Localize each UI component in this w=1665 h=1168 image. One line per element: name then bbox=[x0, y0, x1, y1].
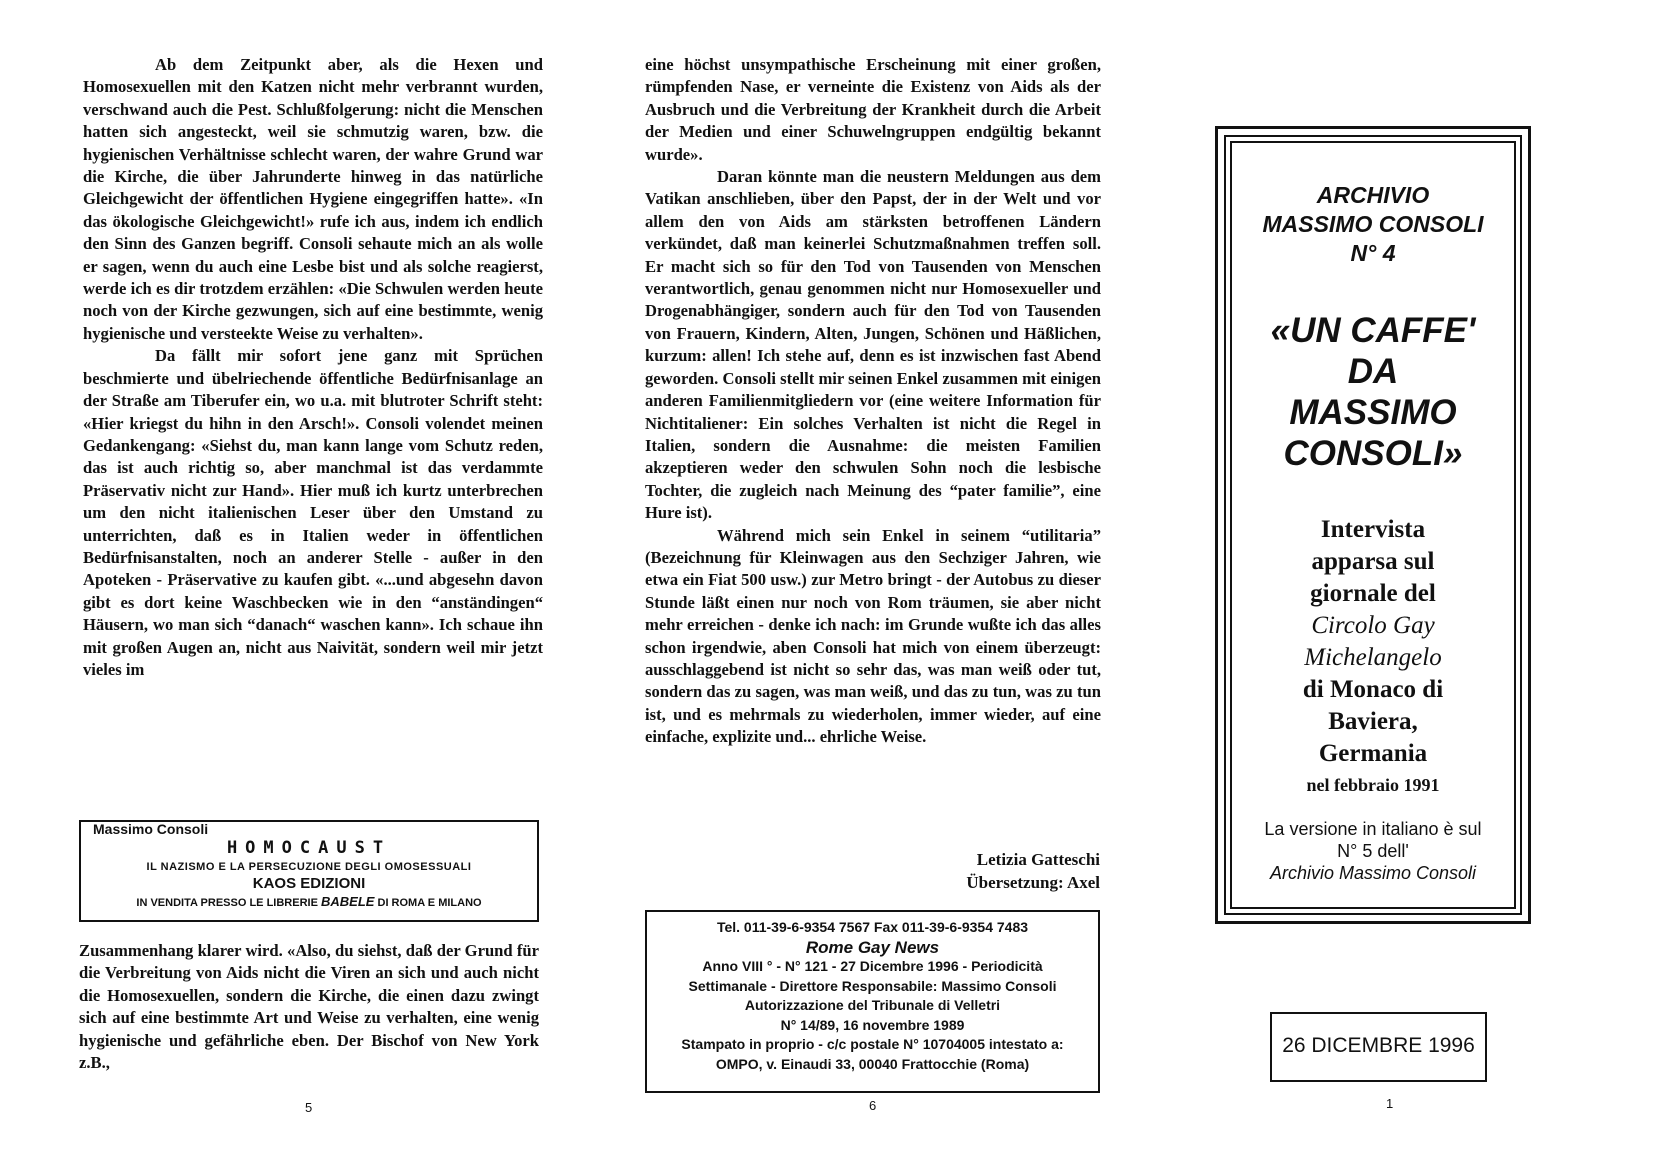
page6-paragraph: Daran könnte man die neustern Meldungen aus dem Vatikan anschlieben, über den Papst, der in der Welt und vor allem den von Aids am stärksten betroffenen Ländern verkündet, daß man keinerlei Schutzmaßnahmen treffen soll. Er macht sich so für den Tod von Tausenden von Menschen verantwortlich, genau genommen nicht nur Homosexueller und Drogenabhängiger, sondern auch für den Tod von Tausenden von Frauern, Kindern, Alten, Jungen, Schönen und Häßlichen, kurzum: allen! Ich stehe auf, denn es ist inzwischen fast Abend geworden. Consoli stellt mir seinen Enkel zusammen mit einigen anderen Familienmitgliedern vor (eine weitere Information für Nichtitaliener: Ein solches Verhalten ist nicht die Regel in Italien, sondern die Ausnahme: die meisten Familien akzeptieren weder den schwulen Sohn noch die lesbische Tochter, die zugleich nach Meinung des “pater familie”, eine Hure ist). bbox=[645, 167, 1101, 523]
ad-subtitle: IL NAZISMO E LA PERSECUZIONE DEGLI OMOSESSUALI bbox=[146, 861, 472, 873]
signature-translation: Übersetzung: Axel bbox=[966, 873, 1100, 892]
masthead-line: Stampato in proprio - c/c postale N° 10704005 intestato a: bbox=[681, 1036, 1064, 1052]
masthead-contact: Tel. 011-39-6-9354 7567 Fax 011-39-6-9354 7483 bbox=[716, 919, 1029, 935]
interview-note: Intervista apparsa sul giornale del Circolo Gay Michelangelo di Monaco di Baviera, Germania bbox=[1302, 516, 1444, 767]
ad-where bbox=[81, 893, 537, 912]
page-number-6: 6 bbox=[869, 1098, 877, 1113]
page5-paragraph: Da fällt mir sofort jene ganz mit Sprüchen beschmierte und übelriechende öffentliche Bedürfnisanlage an der Straße am Tiberufer ein, wo u.a. mit blutroter Schrift steht: «Hier kriegst du hihn in den Arsch!». Consoli volendet meinen Gedankengang: «Siehst du, man kann lange vom Schutz reden, das ist auch richtig so, aber manchmal ist das verdammte Präservativ nicht zur Hand». Hier muß ich kurtz unterbrechen um den nicht italienischen Leser über den Umstand zu unterrichten, daß es in Italien weder in öffentlichen Bedürfnisanstalten, noch an anderer Stelle - außer in den Apoteken - Präservative zu kaufen gibt. «...und abgesehn davon gibt es dort keine Waschbecken wie in den “anständingen“ Häusern, wo man sich “danach“ waschen kann». Ich schaue ihn mit großen Augen an, nicht aus Naivität, sondern weil mir jetzt vieles im bbox=[83, 346, 543, 679]
masthead-line: N° 14/89, 16 novembre 1989 bbox=[780, 1016, 965, 1033]
masthead-line: Settimanale - Direttore Responsabile: Massimo Consoli bbox=[688, 977, 1057, 994]
homocaust-book-ad bbox=[79, 820, 539, 922]
issue-date-box: 26 DICEMBRE 1996 bbox=[1270, 1012, 1487, 1082]
signature-author: Letizia Gatteschi bbox=[976, 850, 1100, 869]
cover-frame bbox=[1215, 126, 1531, 924]
masthead-title: Rome Gay News bbox=[805, 937, 940, 957]
page5-continuation bbox=[79, 940, 539, 1074]
ad-where-suffix: DI ROMA E MILANO bbox=[377, 897, 482, 909]
ad-book-title: HOMOCAUST bbox=[226, 838, 392, 858]
page-number-5: 5 bbox=[305, 1100, 313, 1115]
masthead-line: Autorizzazione del Tribunale di Velletri bbox=[744, 997, 1001, 1013]
page6-paragraph: eine höchst unsympathische Erscheinung mit einer großen, rümpfenden Nase, er verneinte die Existenz von Aids als der Ausbruch und die Verbreitung der Krankheit durch die Arbeit der Medien und einer Schuwelngruppen endgültig bekannt wurde». bbox=[645, 55, 1101, 164]
page-number-1: 1 bbox=[1386, 1096, 1394, 1111]
page6-paragraph: Während mich sein Enkel in seinem “utilitaria” (Bezeichnung für Kleinwagen aus den Sechziger Jahren, wie etwa ein Fiat 500 usw.) zur Metro bringt - der Autobus zu dieser Stunde läßt einen nur noch von Rom träumen, sie aber nicht mehr erreichen - denke ich nach: im Grunde wußte ich das alles schon irgendwie, aben Consoli hat mich von einem überzeugt: ausschlaggebend ist nicht so sehr das, was man weiß oder tut, sondern das zu sagen, was man weiß, und das zu tun, was zu tun ist, und es mehrmals zu wiederholen, immer wieder, auf eine einfache, explizite und... ehrliche Weise. bbox=[645, 525, 1101, 747]
interview-date: nel febbraio 1991 bbox=[1306, 775, 1440, 795]
cover-title: «UN CAFFE' DA MASSIMO CONSOLI» bbox=[1270, 311, 1476, 473]
masthead-line: Anno VIII ° - N° 121 - 27 Dicembre 1996 - Periodicità bbox=[702, 958, 1043, 974]
archive-heading: ARCHIVIO MASSIMO CONSOLI N° 4 bbox=[1262, 182, 1484, 266]
ad-where-prefix: IN VENDITA PRESSO LE LIBRERIE bbox=[136, 897, 318, 909]
page5-continuation-text: Zusammenhang klarer wird. «Also, du siehst, daß der Grund für die Verbreitung von Aids nicht die Viren an sich und auch nicht die Homosexuellen, sondern die Kirche, die einen dazu zwingt sich auf eine bestimmte Art und Weise zu verhalten, eine wenig hygienische und gefährliche eben. Der Bischof von New York z.B., bbox=[79, 941, 539, 1073]
page5-text-column bbox=[83, 54, 543, 681]
ad-author: Massimo Consoli bbox=[93, 821, 209, 837]
page6-text-column bbox=[645, 54, 1101, 749]
masthead-line: OMPO, v. Einaudi 33, 00040 Frattocchie (Roma) bbox=[715, 1055, 1030, 1072]
ad-where-store: BABELE bbox=[320, 894, 375, 909]
cover-content bbox=[1230, 141, 1516, 909]
page5-paragraph: Ab dem Zeitpunkt aber, als die Hexen und Homosexuellen mit den Katzen nicht mehr verbrannt wurden, verschwand auch die Pest. Schlußfolgerung: nicht die Menschen hatten sich angesteckt, weil sie schmutzig waren, bzw. die hygienischen Verhältnisse schlecht waren, der wahre Grund war die Kirche, die über Jahrunderte hinweg in das natürliche Gleichgewicht der öffentlichen Hygiene eingegriffen hatte». «In das ökologische Gleichgewicht!» rufe ich aus, indem ich endlich den Sinn des Ganzen begriff. Consoli sehaute mich an als wolle er sagen, wenn du auch eine Lesbe bist und als solche reagierst, werde ich es dir trotzdem erzählen: «Die Schwulen werden heute noch von der Kirche gezwungen, sich auf eine bestimmte, wenig hygienische und versteekte Weise zu verhalten». bbox=[83, 55, 543, 343]
rome-gay-news-masthead bbox=[645, 910, 1100, 1093]
ad-publisher: KAOS EDIZIONI bbox=[252, 875, 366, 892]
italian-version-note: La versione in italiano è sul N° 5 dell' Archivio Massimo Consoli bbox=[1264, 819, 1482, 883]
